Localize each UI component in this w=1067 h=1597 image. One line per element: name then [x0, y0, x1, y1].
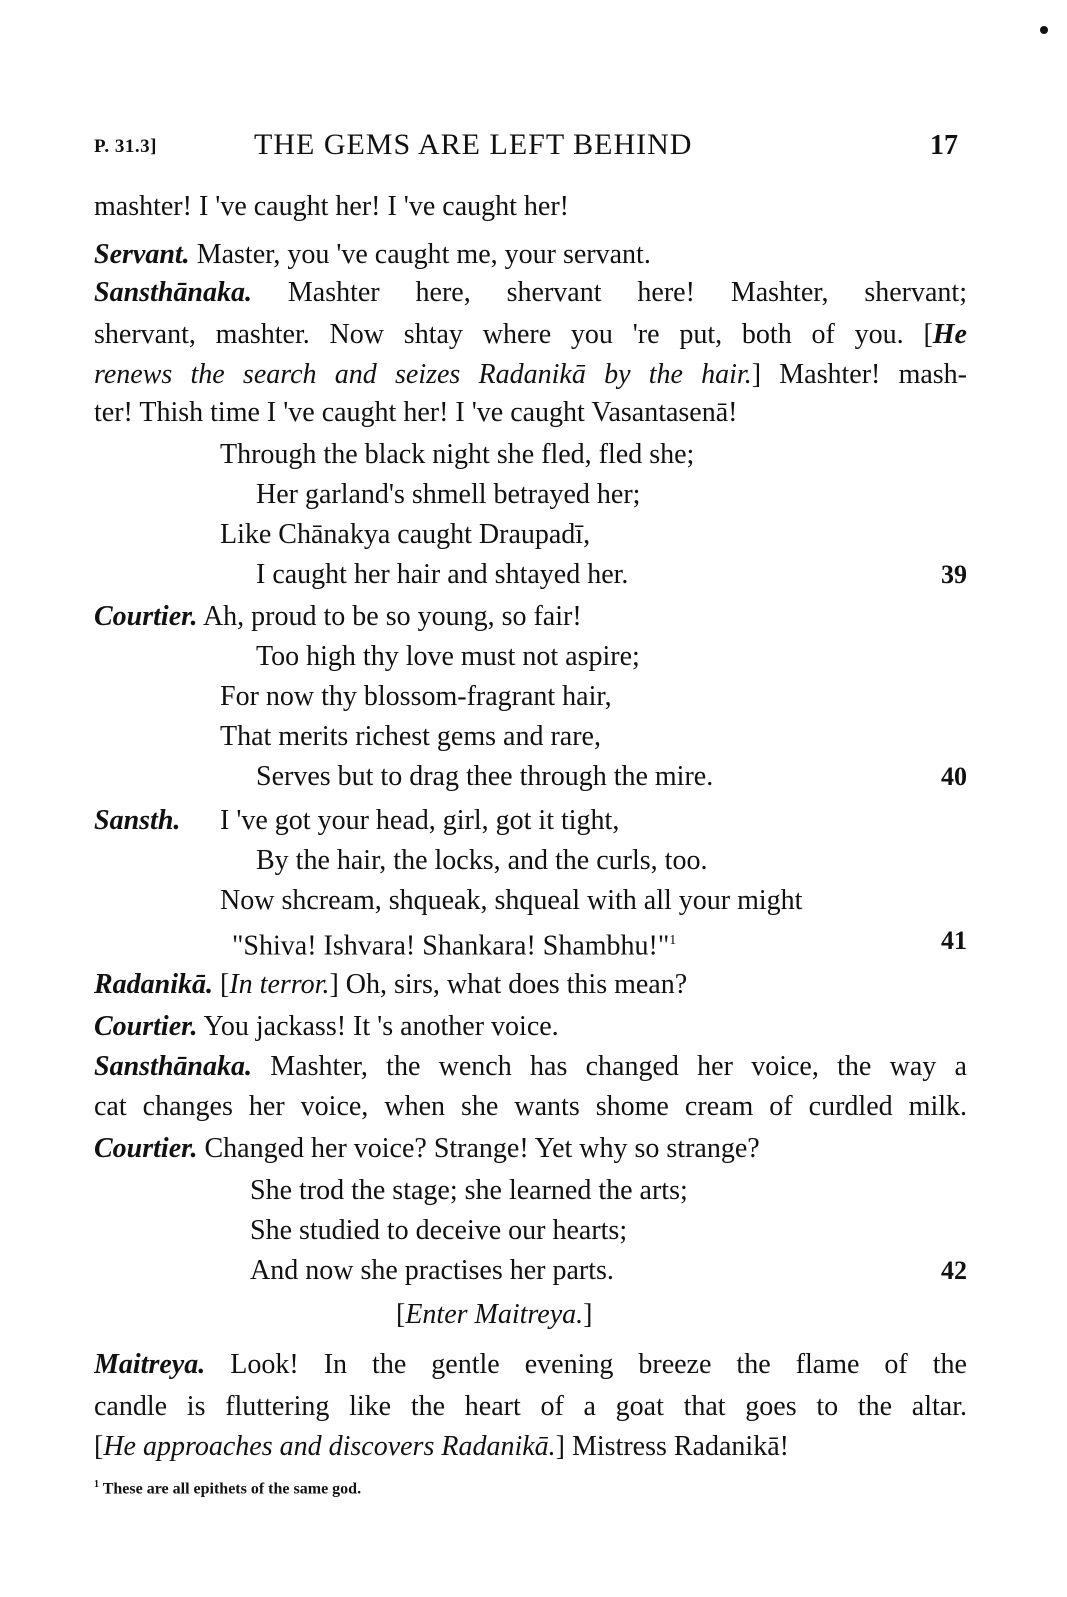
- verse-line: She trod the stage; she learned the arts;: [250, 1175, 688, 1206]
- verse-number: 42: [941, 1256, 967, 1285]
- verse-line: Like Chānakya caught Draupadī,: [220, 519, 591, 550]
- verse-line: Too high thy love must not aspire;: [256, 641, 640, 672]
- stage-direction: In terror.: [229, 969, 330, 1000]
- verse-line: Serves but to drag thee through the mire.: [256, 761, 714, 792]
- footnote-marker: 1: [669, 933, 677, 948]
- stage-direction: He approaches and discovers Radanikā.: [103, 1431, 556, 1462]
- text-line: candle is fluttering like the heart of a goat that goes to the altar.: [94, 1391, 967, 1422]
- verse-line: "Shiva! Ishvara! Shankara! Shambhu!"$^1$: [232, 930, 677, 962]
- speaker-name: Courtier.: [94, 601, 198, 632]
- stage-direction: [Enter Maitreya.]: [396, 1299, 593, 1330]
- speaker-name: Courtier.: [94, 1133, 198, 1164]
- verse-line: For now thy blossom-fragrant hair,: [220, 681, 612, 712]
- speaker-name: Maitreya.: [94, 1349, 206, 1380]
- verse-line: Now shcream, shqueak, shqueal with all your might: [220, 885, 803, 916]
- verse-number: 39: [941, 560, 967, 589]
- text-line: Radanikā. [In terror.] Oh, sirs, what does this mean?: [94, 969, 688, 1000]
- text-line: renews the search and seizes Radanikā by the hair.] Mashter! mash-: [94, 359, 967, 390]
- verse-line: Courtier. Changed her voice? Strange! Yet why so strange?: [94, 1133, 760, 1164]
- footnote: $^1$ These are all epithets of the same god.: [94, 1479, 362, 1498]
- ink-dot: [1040, 26, 1048, 34]
- verse-line: I caught her hair and shtayed her.: [256, 559, 629, 590]
- verse-number: 40: [941, 762, 967, 791]
- verse-line: I 've got your head, girl, got it tight,: [220, 805, 620, 836]
- page-number: 17: [930, 130, 958, 161]
- text-line: Maitreya. Look! In the gentle evening breeze the flame of the: [94, 1349, 967, 1380]
- text-line: mashter! I 've caught her! I 've caught her!: [94, 191, 569, 222]
- speaker-name: Servant.: [94, 239, 190, 270]
- text-line: [He approaches and discovers Radanikā.] Mistress Radanikā!: [94, 1431, 789, 1462]
- text-line: ter! Thish time I 've caught her! I 've caught Vasantasenā!: [94, 397, 738, 428]
- text-line: Courtier. You jackass! It 's another voice.: [94, 1011, 559, 1042]
- verse-line: Her garland's shmell betrayed her;: [256, 479, 641, 510]
- speaker-name: Sansthānaka.: [94, 277, 252, 308]
- speaker-name: Radanikā.: [94, 969, 214, 1000]
- verse-line: Through the black night she fled, fled she;: [220, 439, 695, 470]
- speaker-name: Sansthānaka.: [94, 1051, 252, 1082]
- verse-line: And now she practises her parts.: [250, 1255, 614, 1286]
- verse-line: She studied to deceive our hearts;: [250, 1215, 628, 1246]
- speaker-name: Sansth.: [94, 805, 181, 836]
- stage-direction: He: [932, 319, 967, 350]
- text-line: Servant. Master, you 've caught me, your servant.: [94, 239, 651, 270]
- speaker-name: Courtier.: [94, 1011, 198, 1042]
- verse-line: That merits richest gems and rare,: [220, 721, 601, 752]
- text-line: shervant, mashter. Now shtay where you 're put, both of you. [He: [94, 319, 967, 350]
- footnote-mark: 1: [94, 1479, 99, 1490]
- text-line: cat changes her voice, when she wants shome cream of curdled milk.: [94, 1091, 967, 1122]
- running-title: THE GEMS ARE LEFT BEHIND: [254, 128, 693, 161]
- text-line: Sansthānaka. Mashter here, shervant here! Mashter, shervant;: [94, 277, 967, 308]
- verse-line: Courtier. Ah, proud to be so young, so fair!: [94, 601, 582, 632]
- page-ref: P. 31.3]: [94, 136, 157, 157]
- text-line: Sansthānaka. Mashter, the wench has changed her voice, the way a: [94, 1051, 967, 1082]
- verse-number: 41: [941, 926, 967, 955]
- verse-line: By the hair, the locks, and the curls, too.: [256, 845, 708, 876]
- stage-direction: renews the search and seizes Radanikā by the hair.: [94, 359, 752, 390]
